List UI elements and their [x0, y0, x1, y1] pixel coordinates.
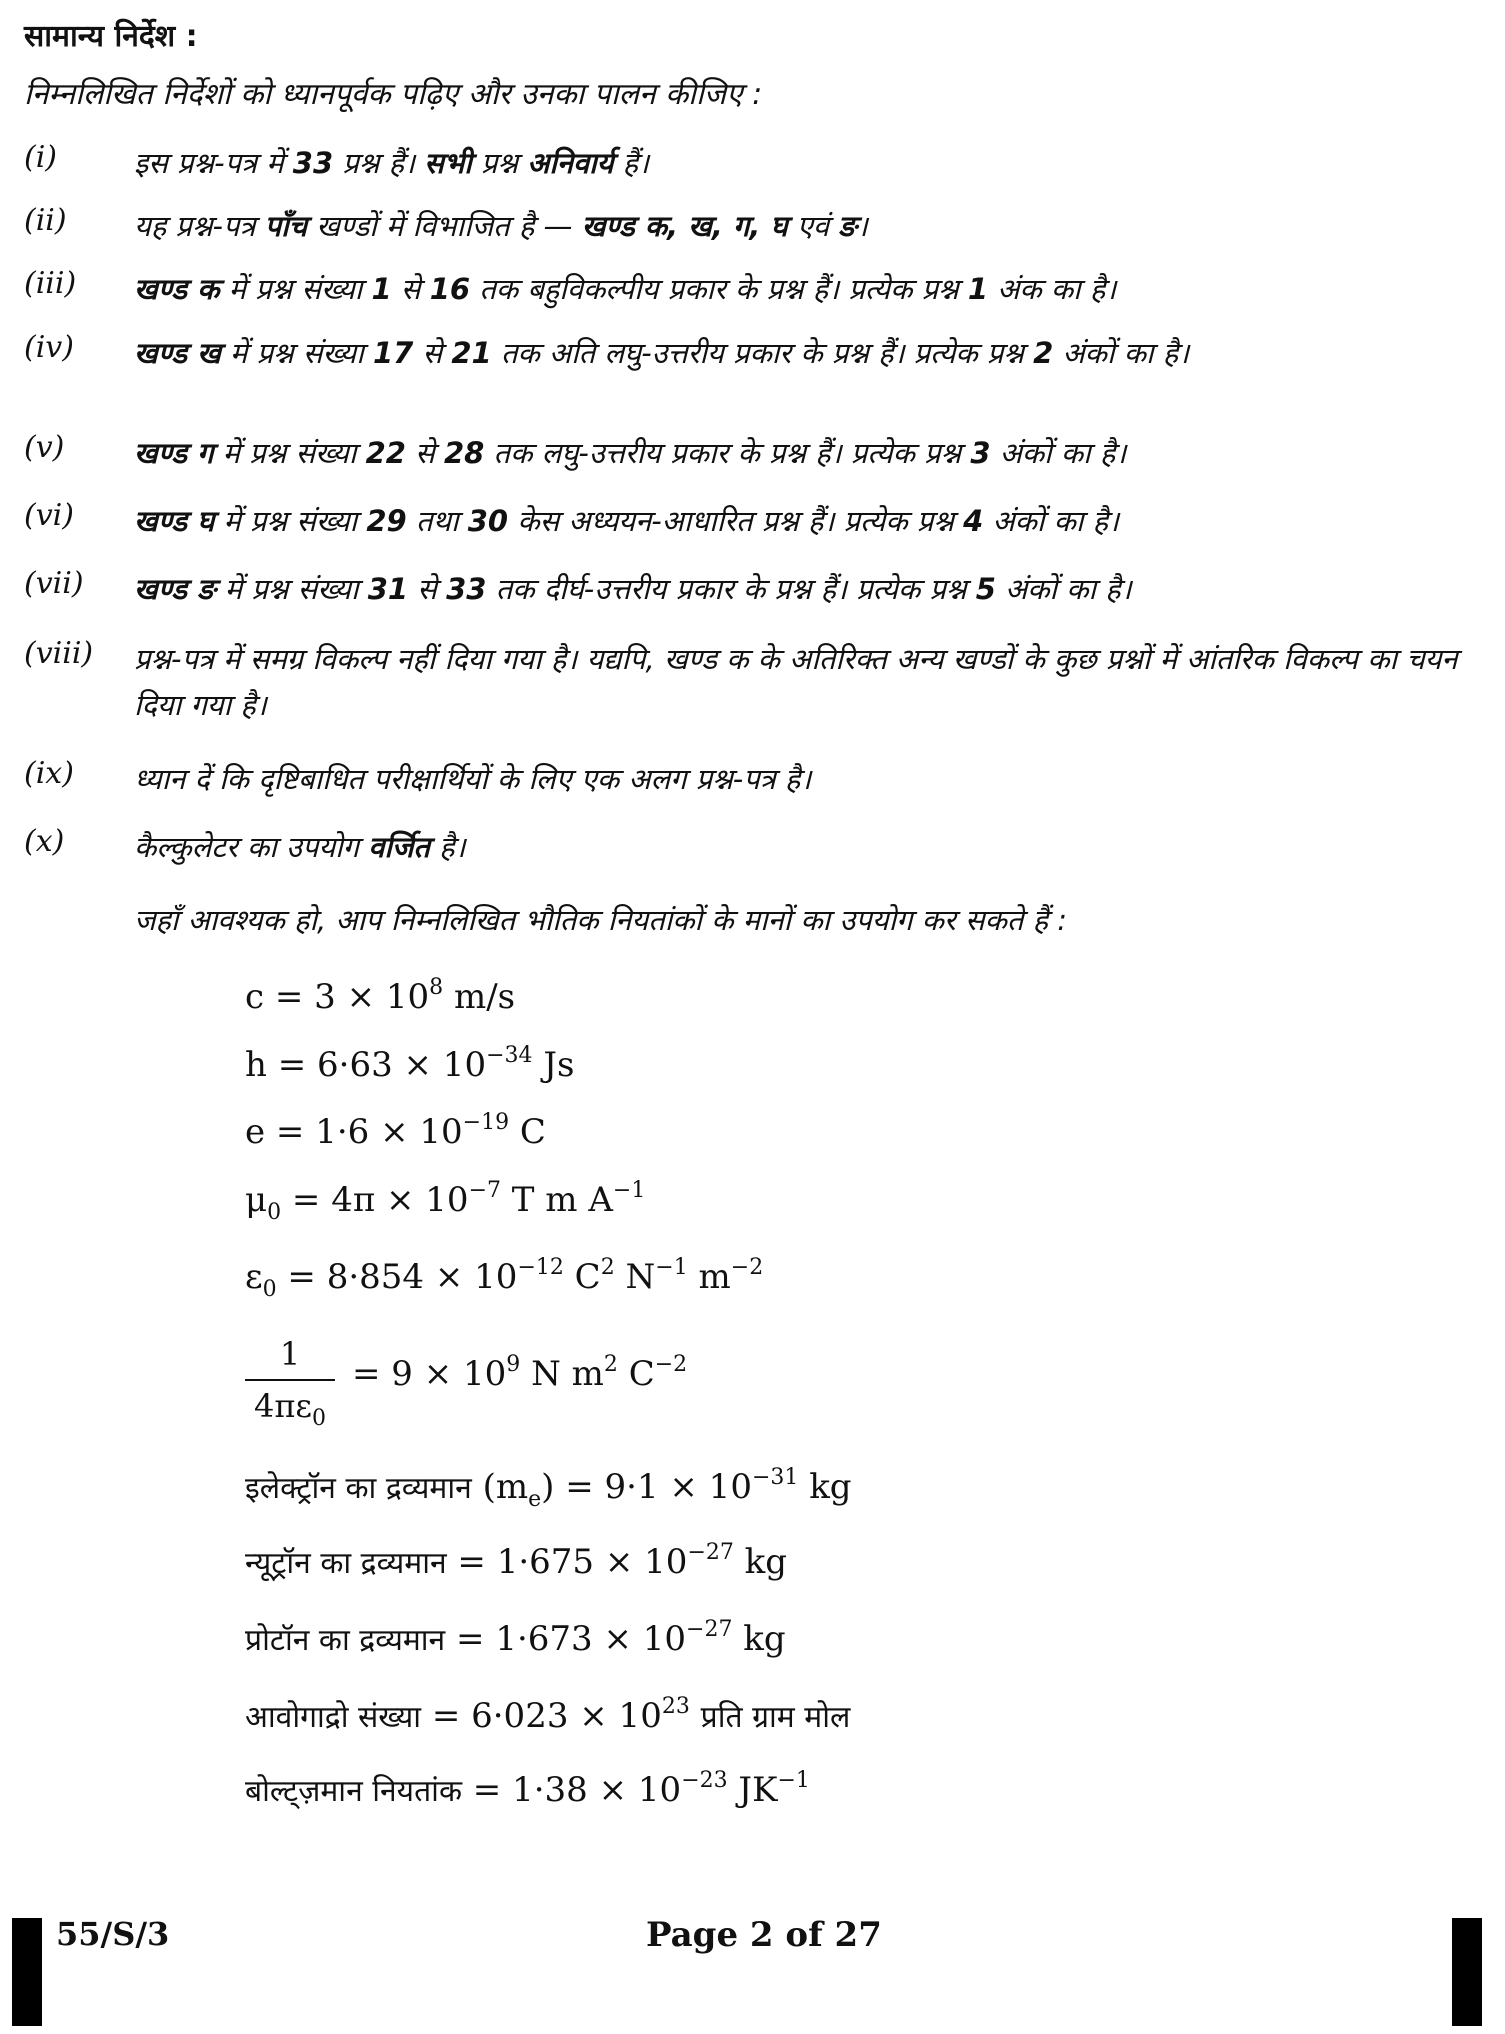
instruction-item: [24, 203, 1484, 249]
footer-right-bar: [1452, 1918, 1482, 2026]
fraction-rhs: = $9 \times 10^9$ N $m^2$ $C^{-2}$: [352, 1352, 688, 1394]
fraction-denominator: $4\pi\varepsilon_0$: [254, 1387, 326, 1431]
constant-line: $e = 1\cdot 6 \times 10^{-19}$ C: [245, 1110, 546, 1152]
fraction-constant: [245, 1335, 335, 1431]
constant-line: $h = 6\cdot 63 \times 10^{-34}$ Js: [245, 1043, 575, 1085]
instruction-number: (vii): [24, 566, 84, 601]
instruction-item: [24, 430, 1484, 476]
instruction-number: (iv): [24, 330, 74, 365]
instruction-text: प्रश्न-पत्र में समग्र विकल्प नहीं दिया गया है। यद्यपि, खण्ड क के अतिरिक्त अन्य खण्डों के कुछ प्रश्नों में आंतरिक विकल्प का चयन दिया गया है।: [134, 642, 1458, 722]
fraction-numerator: 1: [279, 1335, 301, 1373]
instruction-item: [24, 140, 1484, 186]
instruction-text: खण्ड घ में प्रश्न संख्या 29 तथा 30 केस अध्ययन-आधारित प्रश्न हैं। प्रत्येक प्रश्न 4 अंकों का है।: [134, 504, 1120, 538]
instruction-text: ध्यान दें कि दृष्टिबाधित परीक्षार्थियों के लिए एक अलग प्रश्न-पत्र है।: [134, 762, 812, 796]
constant-line: $\varepsilon_0 = 8\cdot 854 \times 10^{-12}$ $C^2$ $N^{-1}$ $m^{-2}$: [245, 1255, 764, 1302]
instruction-item: [24, 330, 1484, 376]
instruction-item: [24, 266, 1484, 312]
constant-line: $c = 3 \times 10^8$ m/s: [245, 975, 516, 1017]
constant-line: बोल्ट्ज़मान नियतांक = $1\cdot 38 \times 10^{-23}$ $JK^{-1}$: [245, 1768, 810, 1810]
paper-code: 55/S/3: [56, 1915, 170, 1953]
instruction-number: (vi): [24, 498, 74, 533]
constant-line: $\mu_0 = 4\pi \times 10^{-7}$ T m $A^{-1}$: [245, 1178, 646, 1225]
instruction-text: खण्ड ग में प्रश्न संख्या 22 से 28 तक लघु-उत्तरीय प्रकार के प्रश्न हैं। प्रत्येक प्रश्न 3 अंकों का है।: [134, 436, 1127, 470]
instruction-item: [24, 636, 1484, 728]
instruction-text: खण्ड क में प्रश्न संख्या 1 से 16 तक बहुविकल्पीय प्रकार के प्रश्न हैं। प्रत्येक प्रश्न 1 अंक का है।: [134, 272, 1117, 306]
instruction-item: [24, 824, 1484, 870]
instruction-number: (ix): [24, 756, 74, 791]
page-number: Page 2 of 27: [646, 1915, 882, 1955]
constant-line: आवोगाद्रो संख्या = $6\cdot 023 \times 10^{23}$ प्रति ग्राम मोल: [245, 1694, 851, 1736]
instruction-number: (viii): [24, 636, 94, 671]
footer-left-bar: [12, 1918, 42, 2026]
instruction-text: यह प्रश्न-पत्र पाँच खण्डों में विभाजित है — खण्ड क, ख, ग, घ एवं ङ।: [134, 209, 868, 243]
instruction-item: [24, 756, 1484, 802]
instruction-number: (v): [24, 430, 65, 465]
intro-text: निम्नलिखित निर्देशों को ध्यानपूर्वक पढ़िए और उनका पालन कीजिए :: [24, 77, 763, 112]
instruction-number: (i): [24, 140, 58, 175]
fraction-bar: [245, 1379, 335, 1381]
page-heading: सामान्य निर्देश :: [24, 19, 198, 54]
instruction-number: (x): [24, 824, 65, 859]
instruction-text: इस प्रश्न-पत्र में 33 प्रश्न हैं। सभी प्रश्न अनिवार्य हैं।: [134, 146, 650, 180]
instruction-number: (ii): [24, 203, 67, 238]
instruction-item: [24, 498, 1484, 544]
constant-line: न्यूट्रॉन का द्रव्यमान = $1\cdot 675 \times 10^{-27}$ kg: [245, 1540, 788, 1582]
instruction-number: (iii): [24, 266, 77, 301]
instruction-item: [24, 566, 1484, 612]
constant-line: प्रोटॉन का द्रव्यमान = $1\cdot 673 \times 10^{-27}$ kg: [245, 1617, 786, 1659]
constants-intro: जहाँ आवश्यक हो, आप निम्नलिखित भौतिक नियतांकों के मानों का उपयोग कर सकते हैं :: [134, 903, 1068, 937]
instruction-text: खण्ड ङ में प्रश्न संख्या 31 से 33 तक दीर्घ-उत्तरीय प्रकार के प्रश्न हैं। प्रत्येक प्रश्न 5 अंकों का है।: [134, 572, 1132, 606]
constant-line: इलेक्ट्रॉन का द्रव्यमान $(m_e) = 9\cdot 1 \times 10^{-31}$ kg: [245, 1465, 852, 1512]
instruction-text: खण्ड ख में प्रश्न संख्या 17 से 21 तक अति लघु-उत्तरीय प्रकार के प्रश्न हैं। प्रत्येक प्रश्न 2 अंकों का है।: [134, 336, 1190, 370]
instruction-text: कैल्कुलेटर का उपयोग वर्जित है।: [134, 830, 466, 864]
